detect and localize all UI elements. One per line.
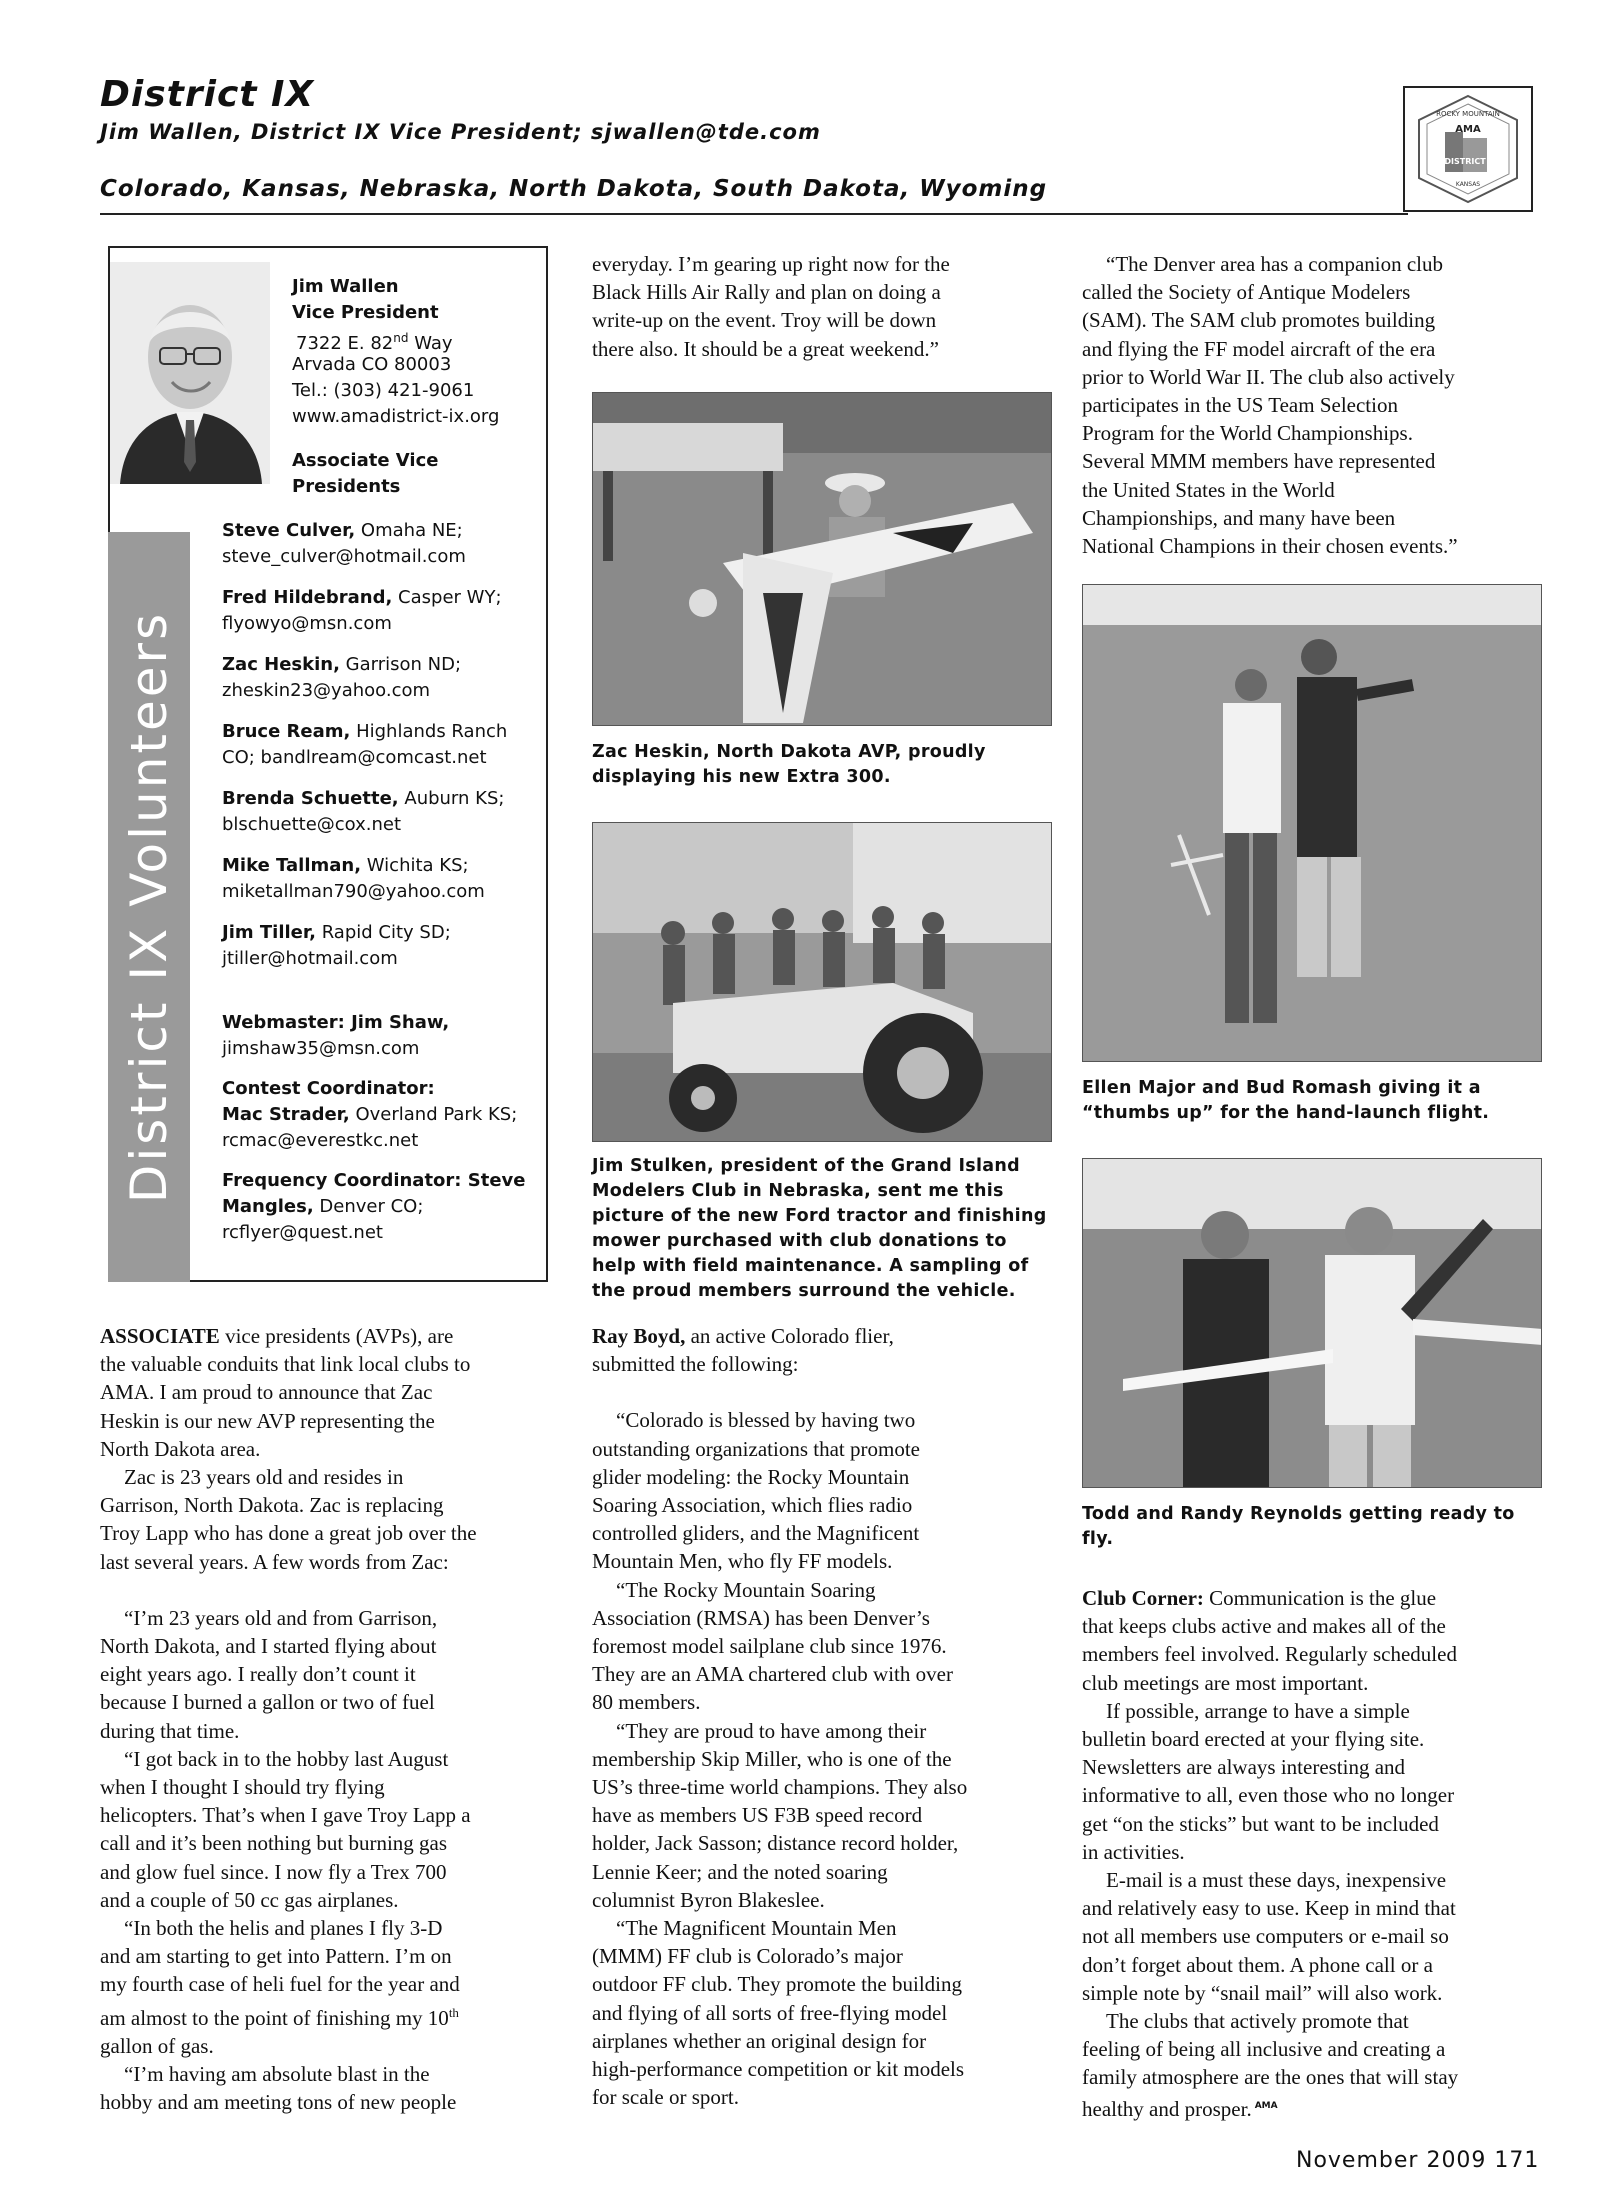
text-line: Program for the World Championships.	[1082, 421, 1413, 446]
text-line: the valuable conduits that link local clubs to	[100, 1352, 471, 1377]
frequency-coordinator-name: Mangles,	[222, 1196, 314, 1217]
text-line: feeling of being all inclusive and creating a	[1082, 2037, 1446, 2062]
text-line: Heskin is our new AVP representing the	[100, 1408, 435, 1433]
text-line: “I’m 23 years old and from Garrison,	[124, 1605, 438, 1630]
text-line: have as members US F3B speed record	[592, 1803, 923, 1828]
text-line: airplanes whether an original design for	[592, 2028, 927, 2053]
text-line: gallon of gas.	[100, 2033, 214, 2058]
avp-email: CO; bandlream@comcast.net	[222, 747, 487, 768]
caption-line: Todd and Randy Reynolds getting ready to	[1082, 1504, 1515, 1524]
text-line: outdoor FF club. They promote the building	[592, 1972, 963, 1997]
caption-todd	[1082, 1502, 1515, 1552]
text-line: Black Hills Air Rally and plan on doing a	[592, 280, 941, 305]
district-states: Colorado, Kansas, Nebraska, North Dakota, South Dakota, Wyoming	[100, 176, 1048, 202]
ama-end-mark-icon: AMA	[1254, 2100, 1278, 2111]
caption-tractor	[592, 1154, 1047, 1304]
avp-name: Brenda Schuette,	[222, 788, 399, 809]
avp-email: miketallman790@yahoo.com	[222, 881, 485, 902]
text-line: (SAM). The SAM club promotes building	[1082, 308, 1436, 333]
caption-line: the proud members surround the vehicle.	[592, 1281, 1016, 1301]
article-column-3-top	[1082, 250, 1458, 560]
text-line: get “on the sticks” but want to be included	[1082, 1811, 1439, 1836]
text-line: don’t forget about them. A phone call or a	[1082, 1952, 1433, 1977]
text-line: because I burned a gallon or two of fuel	[100, 1690, 435, 1715]
text-line: North Dakota, and I started flying about	[100, 1634, 437, 1659]
frequency-coordinator-label: Frequency Coordinator: Steve	[222, 1170, 526, 1191]
caption-line: Ellen Major and Bud Romash giving it a	[1082, 1078, 1481, 1098]
text-line: hobby and am meeting tons of new people	[100, 2090, 457, 2115]
text-line: AMA. I am proud to announce that Zac	[100, 1380, 433, 1405]
text-line: Ray Boyd, an active Colorado flier,	[592, 1324, 894, 1348]
avp-entry	[222, 786, 504, 811]
text-line: informative to all, even those who no longer	[1082, 1783, 1455, 1808]
text-line: Garrison, North Dakota. Zac is replacing	[100, 1493, 444, 1518]
avp-entry	[222, 652, 461, 677]
article-column-2-top	[592, 250, 950, 363]
avp-email: jtiller@hotmail.com	[222, 948, 398, 969]
text-line: everyday. I’m gearing up right now for the	[592, 252, 950, 276]
photo-zac-extra300	[592, 392, 1052, 726]
text-line: and flying the FF model aircraft of the era	[1082, 336, 1436, 361]
text-line: They are an AMA chartered club with over	[592, 1662, 953, 1687]
text-line: write-up on the event. Troy will be down	[592, 308, 937, 333]
caption-line: displaying his new Extra 300.	[592, 767, 891, 787]
volunteers-vertical-bar	[108, 532, 190, 1282]
text-line: in activities.	[1082, 1839, 1185, 1864]
text-line: am almost to the point of finishing my 10th	[100, 2004, 459, 2030]
avp-name: Steve Culver,	[222, 520, 356, 541]
frequency-coordinator	[222, 1194, 423, 1219]
text-line: Several MMM members have represented	[1082, 449, 1436, 474]
avp-entry	[222, 853, 469, 878]
contest-coordinator-email: rcmac@everestkc.net	[222, 1130, 419, 1151]
text-line: “The Magnificent Mountain Men	[616, 1916, 897, 1941]
avp-name: Mike Tallman,	[222, 855, 362, 876]
caption-line: Modelers Club in Nebraska, sent me this	[592, 1181, 1004, 1201]
text-line: not all members use computers or e-mail so	[1082, 1924, 1449, 1949]
district-website: www.amadistrict-ix.org	[292, 406, 500, 427]
text-line: participates in the US Team Selection	[1082, 393, 1398, 418]
article-column-2-bottom	[592, 1322, 967, 2111]
text-line: membership Skip Miller, who is one of the	[592, 1746, 952, 1771]
logo-center-text: AMA	[1455, 124, 1481, 135]
text-line: helicopters. That’s when I gave Troy Lapp a	[100, 1803, 471, 1828]
text-line: simple note by “snail mail” will also work.	[1082, 1980, 1443, 2005]
text-line: and flying of all sorts of free-flying model	[592, 2000, 948, 2025]
avp-entry	[222, 518, 463, 543]
avp-email: flyowyo@msn.com	[222, 613, 392, 634]
avp-name: Jim Tiller,	[222, 922, 316, 943]
text-line: my fourth case of heli fuel for the year and	[100, 1972, 460, 1997]
page-title: District IX	[100, 74, 315, 115]
text-line: bulletin board erected at your flying site.	[1082, 1727, 1425, 1752]
text-line: “The Denver area has a companion club	[1106, 252, 1444, 276]
text-line: 80 members.	[592, 1690, 701, 1715]
caption-line: Zac Heskin, North Dakota AVP, proudly	[592, 742, 986, 762]
frequency-coordinator-email: rcflyer@quest.net	[222, 1222, 383, 1243]
webmaster-email: jimshaw35@msn.com	[222, 1038, 420, 1059]
text-line: ASSOCIATE vice presidents (AVPs), are	[100, 1324, 454, 1348]
vp-phone: Tel.: (303) 421-9061	[292, 380, 475, 401]
text-line: during that time.	[100, 1718, 240, 1743]
text-line: prior to World War II. The club also actively	[1082, 364, 1455, 389]
caption-line: mower purchased with club donations to	[592, 1231, 1007, 1251]
avp-location: Garrison ND;	[339, 654, 462, 675]
text-line: last several years. A few words from Zac:	[100, 1549, 449, 1574]
article-column-3-bottom	[1082, 1584, 1458, 2123]
text-line: US’s three-time world champions. They also	[592, 1775, 968, 1800]
avp-location: Highlands Ranch	[350, 721, 508, 742]
text-line	[100, 1576, 477, 1604]
text-line: Association (RMSA) has been Denver’s	[592, 1605, 930, 1630]
header-divider	[100, 213, 1408, 215]
text-line: Soaring Association, which flies radio	[592, 1493, 913, 1518]
text-line: call and it’s been nothing but burning gas	[100, 1831, 448, 1856]
page-footer: November 2009 171	[1296, 2148, 1540, 2173]
text-line: and a couple of 50 cc gas airplanes.	[100, 1887, 399, 1912]
text-line: The clubs that actively promote that	[1106, 2009, 1409, 2034]
contest-coordinator-name: Mac Strader,	[222, 1104, 350, 1125]
contest-coordinator	[222, 1102, 517, 1127]
volunteers-vertical-title: District IX Volunteers	[120, 610, 178, 1204]
text-line: and glow fuel since. I now fly a Trex 700	[100, 1859, 447, 1884]
text-line: North Dakota area.	[100, 1436, 261, 1461]
vp-contact-line: Jim Wallen, District IX Vice President; sjwallen@tde.com	[100, 120, 821, 144]
text-line: Championships, and many have been	[1082, 505, 1396, 530]
text-line: that keeps clubs active and makes all of the	[1082, 1614, 1446, 1639]
text-line: columnist Byron Blakeslee.	[592, 1887, 825, 1912]
text-line: foremost model sailplane club since 1976.	[592, 1634, 947, 1659]
text-line: E-mail is a must these days, inexpensive	[1106, 1868, 1447, 1893]
logo-bottom-text: KANSAS	[1455, 181, 1481, 188]
text-line: and relatively easy to use. Keep in mind that	[1082, 1896, 1456, 1921]
article-column-1	[100, 1322, 477, 2116]
avp-name: Fred Hildebrand,	[222, 587, 393, 608]
logo-district-text: DISTRICT IX	[1444, 157, 1498, 166]
text-line: family atmosphere are the ones that will stay	[1082, 2065, 1459, 2090]
avp-name: Zac Heskin,	[222, 654, 340, 675]
photo-tractor-club	[592, 822, 1052, 1142]
text-line: club meetings are most important.	[1082, 1670, 1369, 1695]
text-line: (MMM) FF club is Colorado’s major	[592, 1944, 903, 1969]
text-line: “I’m having am absolute blast in the	[124, 2062, 430, 2087]
text-line: the United States in the World	[1082, 477, 1335, 502]
text-line	[592, 1378, 967, 1406]
district-logo	[1403, 86, 1533, 212]
photo-todd-randy	[1082, 1158, 1542, 1488]
district-logo-emblem	[1405, 88, 1531, 210]
photo-ellen-bud	[1082, 584, 1542, 1062]
contest-coordinator-label: Contest Coordinator:	[222, 1078, 435, 1099]
vp-name: Jim Wallen	[292, 276, 399, 297]
text-line: controlled gliders, and the Magnificent	[592, 1521, 920, 1546]
text-line: “Colorado is blessed by having two	[616, 1408, 916, 1433]
text-line: healthy and prosper. $^{AMA}$	[1082, 2096, 1278, 2121]
text-line: outstanding organizations that promote	[592, 1436, 920, 1461]
text-line: submitted the following:	[592, 1352, 799, 1377]
text-line: for scale or sport.	[592, 2085, 739, 2110]
text-line: Newsletters are always interesting and	[1082, 1755, 1406, 1780]
vp-role: Vice President	[292, 302, 439, 323]
caption-line: “thumbs up” for the hand-launch flight.	[1082, 1103, 1490, 1123]
caption-ellen	[1082, 1076, 1489, 1126]
caption-line: fly.	[1082, 1529, 1114, 1549]
avp-location: Wichita KS;	[361, 855, 469, 876]
text-line: Club Corner: Communication is the glue	[1082, 1586, 1437, 1610]
text-line: Lennie Keer; and the noted soaring	[592, 1859, 888, 1884]
text-line: National Champions in their chosen events.”	[1082, 534, 1458, 559]
vp-street: 7322 E. 82nd Way	[296, 331, 453, 354]
caption-line: help with field maintenance. A sampling of	[592, 1256, 1029, 1276]
logo-top-text: ROCKY MOUNTAIN	[1436, 110, 1500, 118]
frequency-coordinator-location: Denver CO;	[313, 1196, 424, 1217]
text-line: “In both the helis and planes I fly 3-D	[124, 1916, 443, 1941]
text-line: called the Society of Antique Modelers	[1082, 280, 1411, 305]
text-line: eight years ago. I really don’t count it	[100, 1662, 416, 1687]
text-line: “They are proud to have among their	[616, 1718, 927, 1743]
avp-location: Casper WY;	[392, 587, 502, 608]
avp-location: Rapid City SD;	[315, 922, 451, 943]
text-line: holder, Jack Sasson; distance record holder,	[592, 1831, 959, 1856]
avp-location: Omaha NE;	[355, 520, 463, 541]
caption-line: Jim Stulken, president of the Grand Island	[592, 1156, 1020, 1176]
text-line: and am starting to get into Pattern. I’m on	[100, 1944, 452, 1969]
avp-email: blschuette@cox.net	[222, 814, 402, 835]
webmaster-label: Webmaster: Jim Shaw,	[222, 1012, 450, 1033]
contest-coordinator-location: Overland Park KS;	[349, 1104, 518, 1125]
text-line: Mountain Men, who fly FF models.	[592, 1549, 893, 1574]
avp-email: zheskin23@yahoo.com	[222, 680, 431, 701]
avp-email: steve_culver@hotmail.com	[222, 546, 466, 567]
text-line: members feel involved. Regularly scheduled	[1082, 1642, 1457, 1667]
text-line: “I got back in to the hobby last August	[124, 1746, 449, 1771]
text-line: Zac is 23 years old and resides in	[124, 1465, 404, 1490]
avp-name: Bruce Ream,	[222, 721, 351, 742]
avp-heading: Associate Vice	[292, 450, 439, 471]
avp-location: Auburn KS;	[398, 788, 505, 809]
vp-portrait	[110, 262, 270, 484]
avp-entry	[222, 585, 502, 610]
text-line: glider modeling: the Rocky Mountain	[592, 1464, 910, 1489]
text-line: high-performance competition or kit models	[592, 2057, 965, 2082]
text-line: If possible, arrange to have a simple	[1106, 1698, 1410, 1723]
text-line: “The Rocky Mountain Soaring	[616, 1577, 876, 1602]
text-line: there also. It should be a great weekend.”	[592, 336, 939, 361]
avp-entry	[222, 920, 451, 945]
text-line: when I thought I should try flying	[100, 1775, 385, 1800]
text-line: Troy Lapp who has done a great job over the	[100, 1521, 477, 1546]
avp-entry	[222, 719, 507, 744]
avp-heading-2: Presidents	[292, 476, 401, 497]
vp-city: Arvada CO 80003	[292, 354, 452, 375]
caption-zac	[592, 740, 986, 790]
caption-line: picture of the new Ford tractor and finishing	[592, 1206, 1047, 1226]
